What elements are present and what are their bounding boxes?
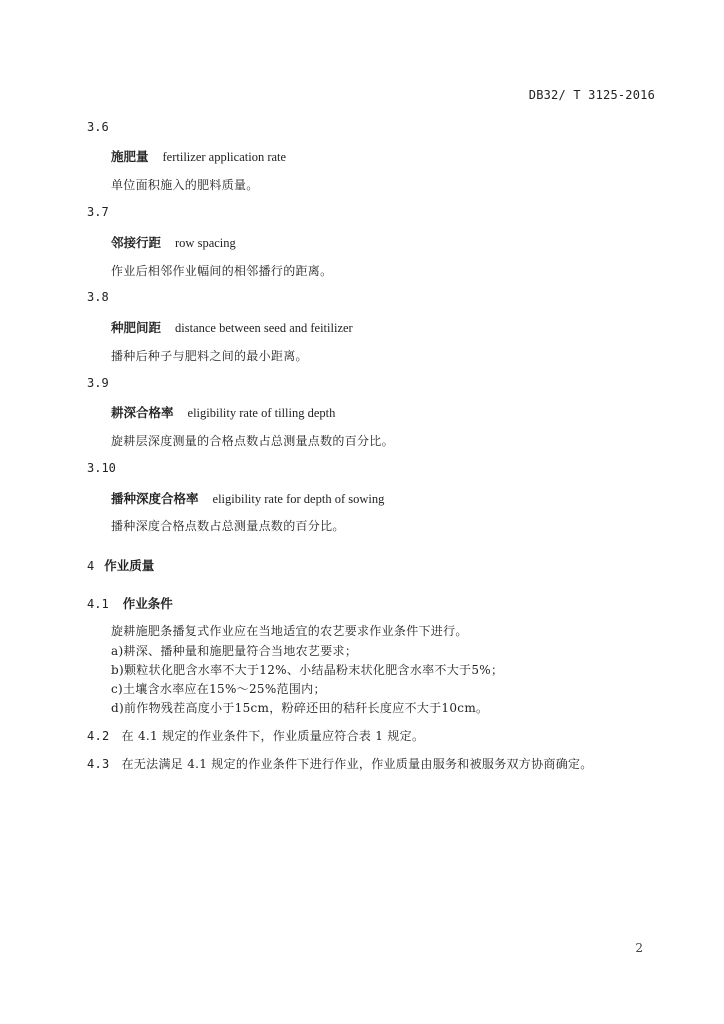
- term-zh: 种肥间距: [111, 320, 162, 335]
- page-number: 2: [635, 941, 643, 955]
- chapter-heading: [87, 556, 154, 574]
- term-definition: 单位面积施入的肥料质量。: [111, 178, 259, 192]
- term-en: row spacing: [175, 236, 236, 250]
- term-zh: 施肥量: [111, 149, 149, 164]
- section-intro: 旋耕施肥条播复式作业应在当地适宜的农艺要求作业条件下进行。: [111, 624, 468, 638]
- term-number: 3.10: [87, 461, 116, 475]
- standard-code: DB32/ T 3125-2016: [528, 88, 655, 102]
- section-title: 作业条件: [122, 596, 173, 611]
- condition-item: a)耕深、播种量和施肥量符合当地农艺要求；: [111, 644, 358, 658]
- term-en: distance between seed and feitilizer: [175, 321, 353, 335]
- condition-item: b)颗粒状化肥含水率不大于12%、小结晶粉末状化肥含水率不大于5%；: [111, 663, 504, 677]
- term-number: 3.6: [87, 120, 109, 134]
- clause-number: 4.3: [87, 757, 110, 771]
- term-heading: [111, 403, 335, 421]
- term-heading: [111, 233, 236, 251]
- term-en: eligibility rate of tilling depth: [187, 406, 336, 420]
- clause-text: 在无法满足 4.1 规定的作业条件下进行作业，作业质量由服务和被服务双方协商确定。: [121, 757, 593, 771]
- term-number: 3.9: [87, 376, 109, 390]
- term-en: eligibility rate for depth of sowing: [212, 492, 385, 506]
- term-heading: [111, 147, 286, 165]
- section-heading: [87, 594, 173, 612]
- term-number: 3.8: [87, 290, 109, 304]
- section-number: 4.1: [87, 597, 109, 611]
- chapter-title: 作业质量: [104, 558, 155, 573]
- chapter-number: 4: [87, 559, 95, 573]
- term-definition: 播种深度合格点数占总测量点数的百分比。: [111, 519, 345, 533]
- clause-text: 在 4.1 规定的作业条件下，作业质量应符合表 1 规定。: [121, 729, 425, 743]
- term-definition: 旋耕层深度测量的合格点数占总测量点数的百分比。: [111, 434, 394, 448]
- term-zh: 耕深合格率: [111, 405, 174, 420]
- clause: [87, 755, 593, 772]
- term-zh: 播种深度合格率: [111, 491, 199, 506]
- term-en: fertilizer application rate: [162, 150, 287, 164]
- condition-item: c)土壤含水率应在15%～25%范围内；: [111, 682, 326, 696]
- term-number: 3.7: [87, 205, 109, 219]
- term-heading: [111, 489, 384, 507]
- term-definition: 播种后种子与肥料之间的最小距离。: [111, 349, 308, 363]
- condition-item: d)前作物残茬高度小于15cm，粉碎还田的秸秆长度应不大于10cm。: [111, 701, 489, 715]
- clause: [87, 727, 424, 744]
- clause-number: 4.2: [87, 729, 110, 743]
- term-heading: [111, 318, 353, 336]
- term-definition: 作业后相邻作业幅间的相邻播行的距离。: [111, 264, 333, 278]
- term-zh: 邻接行距: [111, 235, 162, 250]
